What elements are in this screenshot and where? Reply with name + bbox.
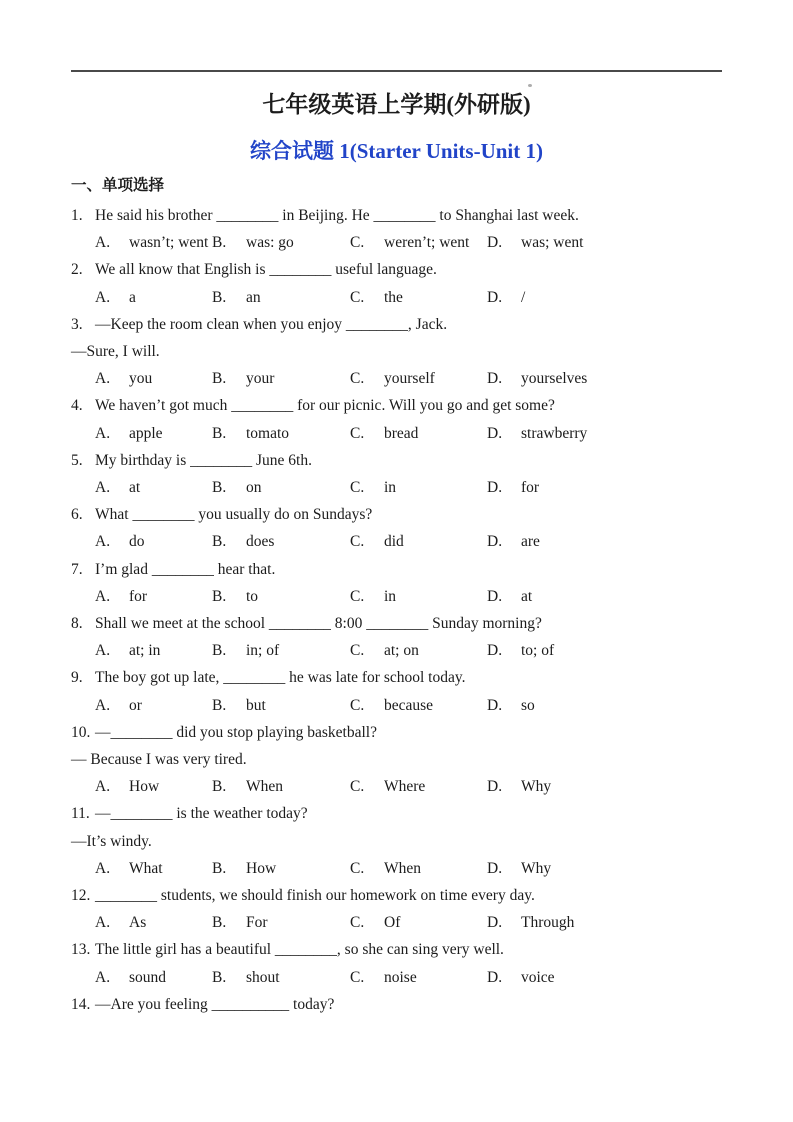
option-letter: B.: [212, 968, 227, 986]
option-letter: C.: [350, 859, 365, 877]
option-text: in; of: [246, 642, 280, 660]
option-text: yourself: [384, 370, 435, 388]
question-text: Shall we meet at the school ________ 8:00 ________ Sunday morning?: [95, 615, 542, 633]
stray-mark: [528, 84, 532, 87]
question-number: 5.: [71, 451, 83, 469]
option-letter: D.: [487, 288, 503, 306]
question-number: 10.: [71, 723, 91, 741]
option-text: in: [384, 587, 397, 605]
option-item: [350, 229, 487, 256]
option-letter: A.: [95, 859, 111, 877]
option-text: so: [521, 696, 535, 714]
option-item: [350, 637, 487, 664]
options-row: [95, 365, 763, 392]
question-item: [71, 610, 763, 664]
option-text: was; went: [521, 234, 584, 252]
question-line: — Because I was very tired.: [71, 751, 247, 769]
question-number: 6.: [71, 506, 83, 524]
option-item: [212, 692, 350, 719]
question-item: [71, 664, 763, 718]
option-text: at; on: [384, 642, 419, 660]
option-item: [95, 855, 212, 882]
option-text: in: [384, 479, 397, 497]
option-item: [487, 583, 763, 610]
question-line: [71, 501, 763, 528]
option-letter: A.: [95, 914, 111, 932]
option-letter: C.: [350, 914, 365, 932]
option-item: [95, 692, 212, 719]
option-letter: B.: [212, 778, 227, 796]
option-item: [212, 474, 350, 501]
option-text: sound: [129, 968, 167, 986]
option-letter: D.: [487, 859, 503, 877]
option-text: bread: [384, 424, 419, 442]
options-row: [95, 855, 763, 882]
option-text: Of: [384, 914, 401, 932]
option-text: an: [246, 288, 261, 306]
option-letter: C.: [350, 424, 365, 442]
question-line: [71, 311, 763, 338]
question-number: 14.: [71, 995, 91, 1013]
option-letter: B.: [212, 424, 227, 442]
question-line: —It’s windy.: [71, 832, 152, 850]
question-text: My birthday is ________ June 6th.: [95, 451, 312, 469]
option-item: [95, 909, 212, 936]
option-item: [350, 909, 487, 936]
question-line: [71, 556, 763, 583]
option-text: Why: [521, 778, 552, 796]
option-letter: C.: [350, 968, 365, 986]
option-letter: B.: [212, 696, 227, 714]
question-item: [71, 392, 763, 446]
option-letter: A.: [95, 968, 111, 986]
option-letter: C.: [350, 479, 365, 497]
option-letter: B.: [212, 859, 227, 877]
question-item: [71, 936, 763, 990]
option-item: [95, 637, 212, 664]
question-number: 1.: [71, 207, 83, 224]
option-letter: B.: [212, 370, 227, 388]
option-item: [350, 284, 487, 311]
option-text: yourselves: [521, 370, 588, 388]
option-letter: B.: [212, 914, 227, 932]
option-item: [487, 964, 763, 991]
option-letter: D.: [487, 968, 503, 986]
option-letter: D.: [487, 696, 503, 714]
question-line: —Sure, I will.: [71, 343, 160, 361]
option-text: How: [129, 778, 160, 796]
option-letter: B.: [212, 234, 227, 252]
question-item: [71, 719, 763, 801]
option-text: wasn’t; went: [129, 234, 209, 252]
question-text: I’m glad ________ hear that.: [95, 560, 276, 578]
option-item: [95, 964, 212, 991]
option-item: [212, 365, 350, 392]
question-text: He said his brother ________ in Beijing. He ________ to Shanghai last week.: [95, 207, 579, 224]
question-text: We all know that English is ________ useful language.: [95, 261, 437, 279]
option-letter: D.: [487, 914, 503, 932]
option-item: [212, 420, 350, 447]
option-letter: A.: [95, 587, 111, 605]
question-number: 9.: [71, 669, 83, 687]
options-row: [95, 229, 763, 256]
option-letter: D.: [487, 370, 503, 388]
question-item: [71, 447, 763, 501]
question-line: [71, 610, 763, 637]
options-row: [95, 583, 763, 610]
question-number: 11.: [71, 805, 90, 823]
option-letter: A.: [95, 479, 111, 497]
question-number: 3.: [71, 315, 83, 333]
question-item: [71, 501, 763, 555]
option-text: Why: [521, 859, 552, 877]
option-text: but: [246, 696, 266, 714]
option-item: [487, 855, 763, 882]
option-item: [95, 528, 212, 555]
option-item: [350, 474, 487, 501]
question-item: [71, 991, 763, 1018]
option-letter: A.: [95, 533, 111, 551]
option-item: [350, 420, 487, 447]
option-item: [95, 420, 212, 447]
question-text: —________ did you stop playing basketball?: [95, 723, 377, 741]
option-text: does: [246, 533, 275, 551]
option-letter: D.: [487, 642, 503, 660]
question-line: [71, 991, 763, 1018]
question-item: [71, 556, 763, 610]
question-line: [71, 882, 763, 909]
option-text: do: [129, 533, 145, 551]
option-text: did: [384, 533, 404, 551]
option-text: weren’t; went: [384, 234, 470, 252]
option-item: [212, 229, 350, 256]
option-letter: C.: [350, 288, 365, 306]
option-item: [212, 909, 350, 936]
question-line: [71, 719, 763, 746]
option-letter: B.: [212, 479, 227, 497]
option-text: you: [129, 370, 153, 388]
option-text: /: [521, 288, 526, 306]
option-letter: C.: [350, 778, 365, 796]
option-item: [487, 284, 763, 311]
question-item: [71, 202, 763, 256]
option-item: [95, 583, 212, 610]
option-text: When: [246, 778, 284, 796]
option-text: your: [246, 370, 275, 388]
options-row: [95, 528, 763, 555]
options-row: [95, 420, 763, 447]
option-text: the: [384, 288, 403, 306]
question-text: —________ is the weather today?: [95, 805, 308, 823]
question-text: The little girl has a beautiful ________, so she can sing very well.: [95, 941, 504, 959]
option-letter: A.: [95, 642, 111, 660]
question-text: We haven’t got much ________ for our picnic. Will you go and get some?: [95, 397, 555, 415]
question-text: —Keep the room clean when you enjoy ________, Jack.: [95, 315, 448, 333]
option-text: on: [246, 479, 262, 497]
question-number: 4.: [71, 397, 83, 415]
option-letter: A.: [95, 778, 111, 796]
option-text: When: [384, 859, 422, 877]
option-letter: A.: [95, 696, 111, 714]
question-item: [71, 311, 763, 393]
option-letter: D.: [487, 533, 503, 551]
option-letter: D.: [487, 587, 503, 605]
option-text: a: [129, 288, 136, 306]
option-text: or: [129, 696, 142, 714]
option-item: [487, 773, 763, 800]
option-item: [350, 365, 487, 392]
option-item: [95, 229, 212, 256]
question-text: The boy got up late, ________ he was late for school today.: [95, 669, 466, 687]
option-letter: B.: [212, 587, 227, 605]
option-letter: A.: [95, 288, 111, 306]
option-item: [487, 420, 763, 447]
option-letter: B.: [212, 288, 227, 306]
question-line: [71, 800, 763, 827]
option-item: [487, 692, 763, 719]
option-item: [487, 909, 763, 936]
option-text: shout: [246, 968, 280, 986]
option-text: strawberry: [521, 424, 588, 442]
option-text: As: [129, 914, 147, 932]
option-item: [212, 855, 350, 882]
option-item: [350, 855, 487, 882]
option-letter: A.: [95, 370, 111, 388]
option-text: at: [129, 479, 141, 497]
question-line: [71, 664, 763, 691]
option-text: Where: [384, 778, 426, 796]
option-letter: D.: [487, 424, 503, 442]
option-item: [350, 583, 487, 610]
options-row: [95, 909, 763, 936]
options-row: [95, 284, 763, 311]
question-number: 13.: [71, 941, 91, 959]
option-letter: D.: [487, 479, 503, 497]
question-item: [71, 800, 763, 882]
option-item: [212, 528, 350, 555]
option-item: [487, 365, 763, 392]
section-heading: 一、单项选择: [71, 177, 165, 194]
option-item: [212, 773, 350, 800]
option-letter: B.: [212, 642, 227, 660]
option-item: [487, 637, 763, 664]
exam-title: 七年级英语上学期(外研版): [262, 92, 531, 117]
option-text: What: [129, 859, 163, 877]
option-text: to: [246, 587, 259, 605]
question-number: 8.: [71, 615, 83, 633]
option-item: [350, 692, 487, 719]
option-item: [212, 284, 350, 311]
option-text: How: [246, 859, 277, 877]
option-item: [212, 637, 350, 664]
question-line: [71, 936, 763, 963]
option-letter: C.: [350, 234, 365, 252]
option-letter: A.: [95, 424, 111, 442]
option-letter: C.: [350, 587, 365, 605]
question-text: —Are you feeling __________ today?: [95, 995, 335, 1013]
question-item: [71, 256, 763, 310]
option-text: noise: [384, 968, 417, 986]
option-letter: B.: [212, 533, 227, 551]
option-text: for: [129, 587, 148, 605]
option-item: [350, 964, 487, 991]
option-text: for: [521, 479, 540, 497]
option-item: [95, 284, 212, 311]
option-text: tomato: [246, 424, 290, 442]
question-item: [71, 882, 763, 936]
question-line: [71, 392, 763, 419]
option-letter: D.: [487, 778, 503, 796]
questions-list: [71, 202, 763, 1018]
option-item: [487, 528, 763, 555]
option-text: are: [521, 533, 540, 551]
option-text: at; in: [129, 642, 161, 660]
option-letter: C.: [350, 370, 365, 388]
question-text: What ________ you usually do on Sundays?: [95, 506, 373, 524]
option-item: [487, 229, 763, 256]
question-line: [71, 256, 763, 283]
exam-subtitle: 综合试题 1(Starter Units-Unit 1): [250, 139, 543, 163]
options-row: [95, 637, 763, 664]
option-text: because: [384, 696, 434, 714]
question-number: 12.: [71, 887, 91, 905]
option-item: [212, 583, 350, 610]
option-item: [212, 964, 350, 991]
option-item: [350, 528, 487, 555]
question-number: 2.: [71, 261, 83, 279]
options-row: [95, 773, 763, 800]
option-letter: D.: [487, 234, 503, 252]
option-text: Through: [521, 914, 575, 932]
question-text: ________ students, we should finish our homework on time every day.: [95, 887, 535, 905]
option-letter: A.: [95, 234, 111, 252]
option-text: at: [521, 587, 533, 605]
option-item: [350, 773, 487, 800]
question-line: [71, 447, 763, 474]
option-text: apple: [129, 424, 163, 442]
options-row: [95, 474, 763, 501]
option-letter: C.: [350, 696, 365, 714]
option-text: to; of: [521, 642, 555, 660]
option-item: [95, 773, 212, 800]
option-letter: C.: [350, 533, 365, 551]
question-line: [71, 202, 763, 229]
option-text: For: [246, 914, 268, 932]
options-row: [95, 964, 763, 991]
options-row: [95, 692, 763, 719]
option-text: voice: [521, 968, 555, 986]
question-number: 7.: [71, 560, 83, 578]
option-item: [487, 474, 763, 501]
top-rule: [71, 70, 722, 72]
option-item: [95, 365, 212, 392]
option-letter: C.: [350, 642, 365, 660]
option-text: was: go: [246, 234, 294, 252]
option-item: [95, 474, 212, 501]
